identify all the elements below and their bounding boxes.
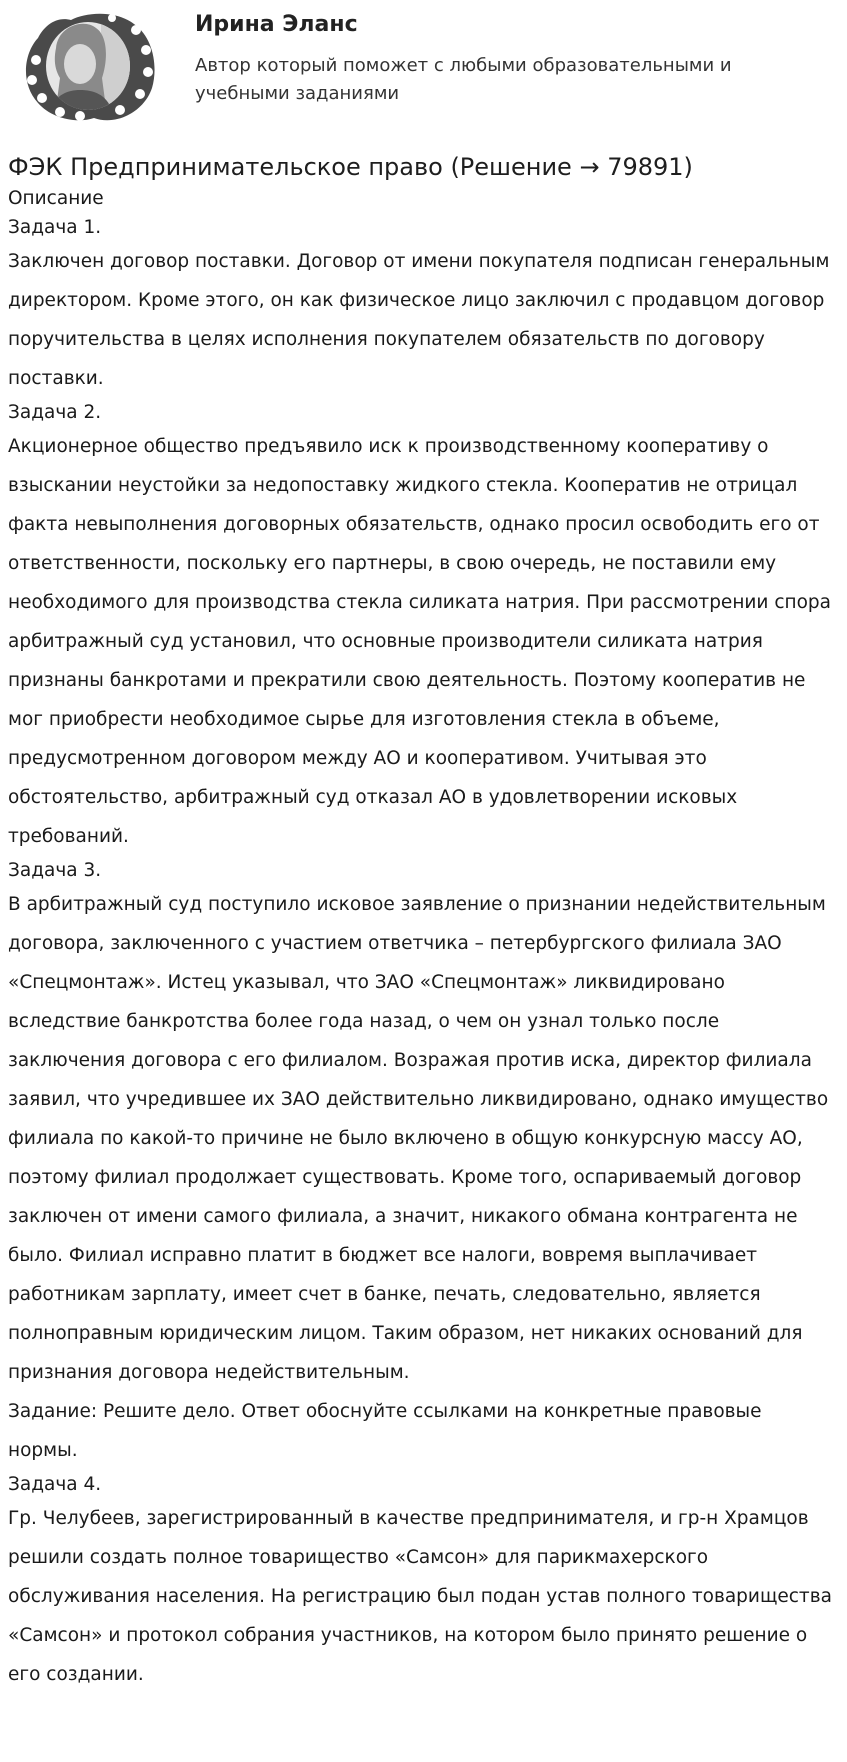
author-avatar — [16, 8, 160, 126]
task-heading: Задача 3. — [8, 860, 102, 881]
task-text: В арбитражный суд поступило исковое заявление о признании недействительным договора, заключенного с участием ответчика – петербургского филиала ЗАО «Спецмонтаж». Истец указывал, что ЗАО «Спецмонтаж» ликвидировано вследствие банкротства более года назад, о чем он узнал только после заключения договора с его филиалом. Возражая против иска, директор филиала заявил, что учредившее их ЗАО действительно ликвидировано, однако имущество филиала по какой-то причине не было включено в общую конкурсную массу АО, поэтому филиал продолжает существовать. Кроме того, оспариваемый договор заключен от имени самого филиала, а значит, никакого обмана контрагента не было. Филиал исправно платит в бюджет все налоги, вовремя выплачивает работникам зарплату, имеет счет в банке, печать, следовательно, является полноправным юридическим лицом. Таким образом, нет никаких оснований для признания договора недействительным. — [8, 894, 829, 1383]
task-heading: Задача 1. — [8, 217, 102, 238]
task-heading: Задача 4. — [8, 1474, 102, 1495]
description-label: Описание — [8, 188, 104, 209]
task-heading: Задача 2. — [8, 402, 102, 423]
task-assignment: Задание: Решите дело. Ответ обоснуйте ссылками на конкретные правовые нормы. — [8, 1401, 762, 1461]
task-text: Акционерное общество предъявило иск к производственному кооперативу о взыскании неустойки за недопоставку жидкого стекла. Кооператив не отрицал факта невыполнения договорных обязательств, однако просил освободить его от ответственности, поскольку его партнеры, в свою очередь, не поставили ему необходимого для производства стекла силиката натрия. При рассмотрении спора арбитражный суд установил, что основные производители силиката натрия признаны банкротами и прекратили свою деятельность. Поэтому кооператив не мог приобрести необходимое сырье для изготовления стекла в объеме, предусмотренном договором между АО и кооперативом. Учитывая это обстоятельство, арбитражный суд отказал АО в удовлетворении исковых требований. — [8, 436, 832, 847]
document-title: ФЭК Предпринимательское право (Решение → 79891) — [8, 153, 693, 181]
task-text: Заключен договор поставки. Договор от имени покупателя подписан генеральным директором. Кроме этого, он как физическое лицо заключил с продавцом договор поручительства в целях исполнения покупателем обязательств по договору поставки. — [8, 251, 830, 389]
author-name: Ирина Эланс — [195, 12, 358, 37]
author-header — [8, 0, 833, 132]
author-description: Автор который поможет с любыми образовательными и учебными заданиями — [195, 55, 732, 104]
task-text: Гр. Челубеев, зарегистрированный в качестве предпринимателя, и гр-н Храмцов решили создать полное товарищество «Самсон» для парикмахерского обслуживания населения. На регистрацию был подан устав полного товарищества «Самсон» и протокол собрания участников, на котором было принято решение о его создании. — [8, 1508, 832, 1685]
